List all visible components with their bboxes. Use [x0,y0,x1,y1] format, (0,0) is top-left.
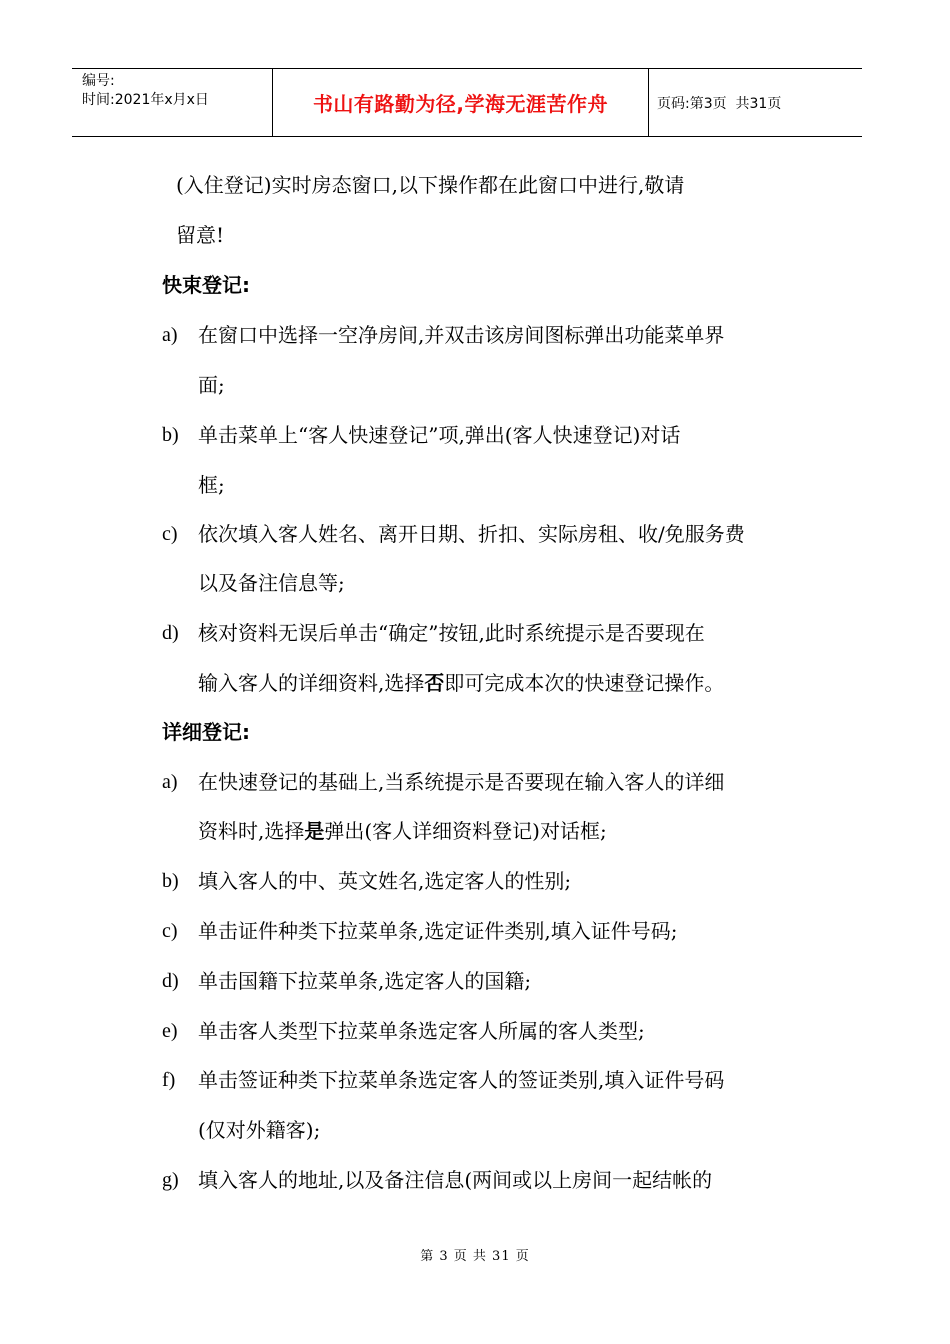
quick-item-d-line-2-pre: 输入客人的详细资料,选择 [198,671,425,695]
detail-item-f-line-1: 单击签证种类下拉菜单条选定客人的签证类别,填入证件号码 [198,1068,725,1092]
intro-line-2: 留意! [176,223,225,247]
detail-item-a-marker: a) [162,771,178,793]
detail-item-e-marker: e) [162,1020,178,1042]
detail-item-g-marker: g) [162,1169,179,1191]
header-page-label: 页码:第3页 共31页 [657,95,782,112]
quick-item-d-marker: d) [162,622,179,644]
intro-line-1: (入住登记)实时房态窗口,以下操作都在此窗口中进行,敬请 [176,173,685,197]
detail-registration-heading: 详细登记: [162,720,250,744]
detail-item-f-marker: f) [162,1069,176,1091]
quick-item-d-line-1: 核对资料无误后单击“确定”按钮,此时系统提示是否要现在 [198,621,705,645]
detail-item-c-marker: c) [162,920,178,942]
document-time-label: 时间:2021年x月x日 [82,92,209,108]
quick-item-c-line-1: 依次填入客人姓名、离开日期、折扣、实际房租、收/免服务费 [198,522,745,546]
detail-item-b-marker: b) [162,870,179,892]
header-motto: 书山有路勤为径,学海无涯苦作舟 [273,69,649,136]
quick-registration-heading: 快束登记: [162,273,250,297]
quick-item-d-emphasis: 否 [424,671,445,695]
detail-item-a-line-2 [198,806,607,856]
quick-item-d-line-2-post: 即可完成本次的快速登记操作。 [444,671,725,695]
detail-item-a-line-2-post: 弹出(客人详细资料登记)对话框; [324,819,607,843]
detail-item-a-line-2-pre: 资料时,选择 [198,819,305,843]
page-header [72,68,862,137]
quick-item-a-line-2: 面; [198,373,225,397]
detail-item-b-line-1: 填入客人的中、英文姓名,选定客人的性别; [198,869,572,893]
header-meta [72,69,273,136]
page-footer: 第 3 页 共 31 页 [420,1249,530,1264]
detail-item-a-line-1: 在快速登记的基础上,当系统提示是否要现在输入客人的详细 [198,770,725,794]
quick-item-d-line-2 [198,658,724,708]
header-page-info [649,69,862,136]
quick-item-a-marker: a) [162,324,178,346]
detail-item-d-line-1: 单击国籍下拉菜单条,选定客人的国籍; [198,969,532,993]
quick-item-b-line-1: 单击菜单上“客人快速登记”项,弹出(客人快速登记)对话 [198,423,681,447]
document-number-label: 编号: [82,73,115,89]
detail-item-d-marker: d) [162,970,179,992]
detail-item-e-line-1: 单击客人类型下拉菜单条选定客人所属的客人类型; [198,1019,645,1043]
detail-item-c-line-1: 单击证件种类下拉菜单条,选定证件类别,填入证件号码; [198,919,678,943]
detail-item-a-emphasis: 是 [304,819,325,843]
quick-item-b-marker: b) [162,424,179,446]
detail-item-f-line-2: (仅对外籍客); [198,1118,321,1142]
quick-item-b-line-2: 框; [198,473,225,497]
quick-item-a-line-1: 在窗口中选择一空净房间,并双击该房间图标弹出功能菜单界 [198,323,725,347]
quick-item-c-marker: c) [162,523,178,545]
detail-item-g-line-1: 填入客人的地址,以及备注信息(两间或以上房间一起结帐的 [198,1168,713,1192]
quick-item-c-line-2: 以及备注信息等; [198,571,345,595]
